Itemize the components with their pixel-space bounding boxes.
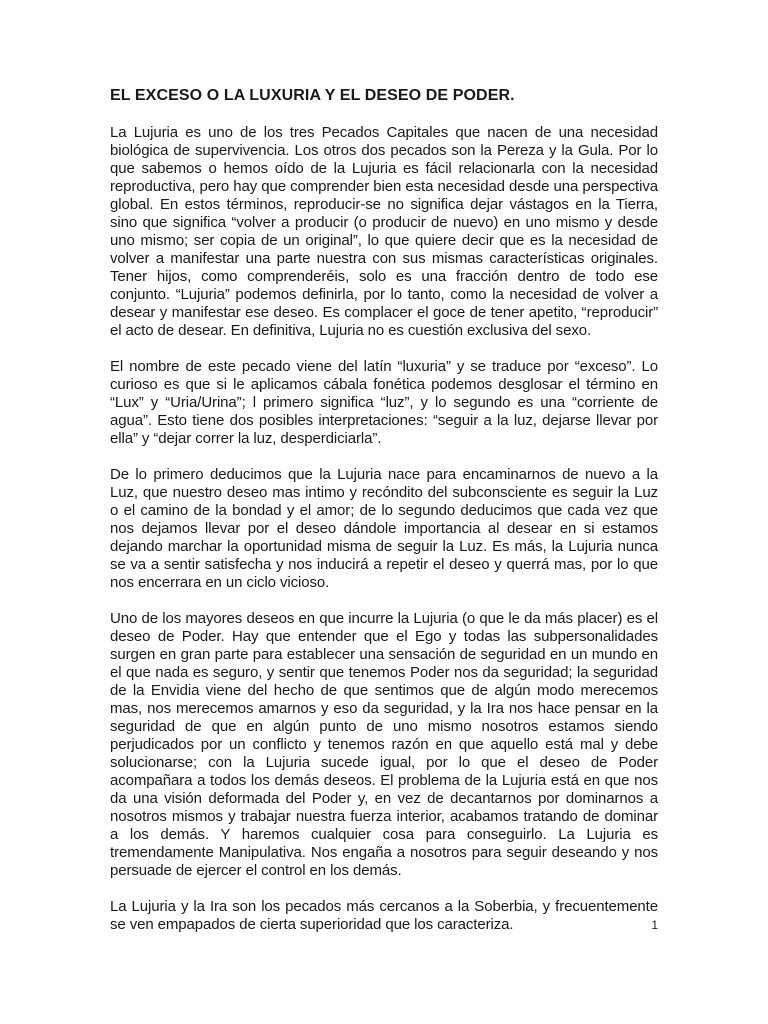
paragraph-3: De lo primero deducimos que la Lujuria nace para encaminarnos de nuevo a la Luz, que nuestro deseo mas intimo y recóndito del subconsciente es seguir la Luz o el camino de la bondad y el amor; de lo segundo deducimos que cada vez que nos dejamos llevar por el deseo dándole importancia al desear en si estamos dejando marchar la oportunidad misma de seguir la Luz. Es más, la Lujuria nunca se va a sentir satisfecha y nos inducirá a repetir el deseo y querrá mas, por lo que nos encerrara en un ciclo vicioso.: [110, 466, 658, 591]
document-page: [110, 86, 658, 952]
paragraph-1: La Lujuria es uno de los tres Pecados Capitales que nacen de una necesidad biológica de supervivencia. Los otros dos pecados son la Pereza y la Gula. Por lo que sabemos o hemos oído de la Lujuria es fácil relacionarla con la necesidad reproductiva, pero hay que comprender bien esta necesidad desde una perspectiva global. En estos términos, reproducir-se no significa dejar vástagos en la Tierra, sino que significa “volver a producir (o producir de nuevo) en uno mismo y desde uno mismo; ser copia de un original”, lo que quiere decir que es la necesidad de volver a manifestar una parte nuestra con sus mismas características originales. Tener hijos, como comprenderéis, solo es una fracción dentro de todo ese conjunto. “Lujuria” podemos definirla, por lo tanto, como la necesidad de volver a desear y manifestar ese deseo. Es complacer el goce de tener apetito, “reproducir” el acto de desear. En definitiva, Lujuria no es cuestión exclusiva del sexo.: [110, 124, 658, 339]
paragraph-4: Uno de los mayores deseos en que incurre la Lujuria (o que le da más placer) es el deseo de Poder. Hay que entender que el Ego y todas las subpersonalidades surgen en gran parte para establecer una sensación de seguridad en un mundo en el que nada es seguro, y sentir que tenemos Poder nos da seguridad; la seguridad de la Envidia viene del hecho de que sentimos que de algún modo merecemos mas, nos merecemos amarnos y eso da seguridad, y la Ira nos hace pensar en la seguridad de que en algún punto de uno mismo nosotros estamos siendo perjudicados por un conflicto y tenemos razón en que aquello está mal y debe solucionarse; con la Lujuria sucede igual, por lo que el deseo de Poder acompañara a todos los demás deseos. El problema de la Lujuria está en que nos da una visión deformada del Poder y, en vez de decantarnos por dominarnos a nosotros mismos y trabajar nuestra fuerza interior, acabamos tratando de dominar a los demás. Y haremos cualquier cosa para conseguirlo. La Lujuria es tremendamente Manipulativa. Nos engaña a nosotros para seguir deseando y nos persuade de ejercer el control en los demás.: [110, 610, 658, 879]
document-title: EL EXCESO O LA LUXURIA Y EL DESEO DE PODER.: [110, 87, 515, 104]
paragraph-5: La Lujuria y la Ira son los pecados más cercanos a la Soberbia, y frecuentemente se ven empapados de cierta superioridad que los caracteriza.: [110, 898, 658, 933]
paragraph-2: El nombre de este pecado viene del latín “luxuria” y se traduce por “exceso”. Lo curioso es que si le aplicamos cábala fonética podemos desglosar el término en “Lux” y “Uria/Urina”; l primero significa “luz”, y lo segundo es una “corriente de agua”. Esto tiene dos posibles interpretaciones: “seguir a la luz, dejarse llevar por ella” y “dejar correr la luz, desperdiciarla”.: [110, 358, 658, 447]
page-number: 1: [651, 918, 658, 932]
